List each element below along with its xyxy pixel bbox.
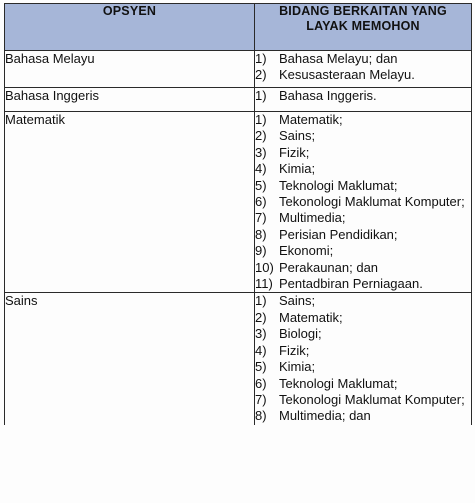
item-number: 4) [255,161,267,177]
list-item [255,145,471,161]
item-text: Matematik; [279,309,343,325]
option-cell: Matematik [5,112,255,293]
item-text: Sains; [279,128,316,144]
item-number: 2) [255,309,267,325]
fields-cell [255,112,472,293]
item-text: Teknologi Maklumat; [279,177,398,193]
item-number: 9) [255,243,267,259]
item-number: 3) [255,144,267,160]
list-item [255,276,471,292]
item-number: 1) [255,51,267,66]
list-item [255,67,471,83]
item-number: 5) [255,359,267,375]
table-row [5,112,472,293]
list-item [255,128,471,144]
list-item [255,376,471,392]
item-number: 1) [255,88,267,103]
item-text: Kimia; [279,161,316,177]
item-number: 7) [255,391,267,407]
option-cell: Sains [5,293,255,425]
item-text: Multimedia; dan [279,408,371,424]
list-item [255,178,471,194]
item-number: 1) [255,293,267,309]
item-number: 8) [255,408,267,424]
field-list [255,112,471,292]
list-item [255,310,471,326]
item-text: Fizik; [279,342,310,358]
list-item [255,326,471,342]
item-text: Biologi; [279,326,322,342]
table-row [5,51,472,88]
item-number: 6) [255,194,267,210]
header-opsyen-label: OPSYEN [102,4,157,18]
item-number: 11) [255,276,273,292]
list-item [255,408,471,424]
table-row [5,88,472,112]
item-text: Sains; [279,293,316,309]
item-text: Pentadbiran Perniagaan. [279,276,423,292]
item-number: 7) [255,210,267,226]
fields-cell [255,293,472,425]
item-text: Kesusasteraan Melayu. [279,67,415,83]
fields-cell [255,88,472,112]
item-number: 4) [255,342,267,358]
option-cell: Bahasa Melayu [5,51,255,88]
opsyen-table [4,3,472,425]
list-item [255,260,471,276]
field-list [255,51,471,84]
fields-cell [255,51,472,88]
list-item [255,243,471,259]
item-number: 2) [255,67,267,83]
item-number: 6) [255,375,267,391]
item-number: 2) [255,128,267,144]
item-text: Matematik; [279,112,343,127]
list-item [255,343,471,359]
list-item [255,112,471,128]
list-item [255,88,471,104]
list-item [255,227,471,243]
option-cell: Bahasa Inggeris [5,88,255,112]
header-bidang-label: BIDANG BERKAITAN YANG LAYAK MEMOHON [279,4,447,33]
item-text: Perakaunan; dan [279,259,379,275]
list-item [255,51,471,67]
item-text: Fizik; [279,144,310,160]
field-list [255,88,471,104]
item-text: Kimia; [279,359,316,375]
item-text: Bahasa Melayu; dan [279,51,398,66]
table-header-row [5,4,472,51]
list-item [255,359,471,375]
item-number: 3) [255,326,267,342]
item-text: Tekonologi Maklumat Komputer; [279,194,465,210]
header-bidang [255,4,472,51]
item-number: 1) [255,112,267,127]
list-item [255,210,471,226]
list-item [255,392,471,408]
item-text: Ekonomi; [279,243,334,259]
item-text: Perisian Pendidikan; [279,226,398,242]
item-number: 10) [255,259,274,275]
item-text: Multimedia; [279,210,346,226]
item-number: 8) [255,226,267,242]
item-text: Teknologi Maklumat; [279,375,398,391]
item-text: Tekonologi Maklumat Komputer; [279,391,465,407]
header-opsyen [5,4,255,51]
list-item [255,194,471,210]
list-item [255,161,471,177]
item-text: Bahasa Inggeris. [279,88,377,103]
field-list [255,293,471,424]
item-number: 5) [255,177,267,193]
list-item [255,293,471,309]
table-row [5,293,472,425]
